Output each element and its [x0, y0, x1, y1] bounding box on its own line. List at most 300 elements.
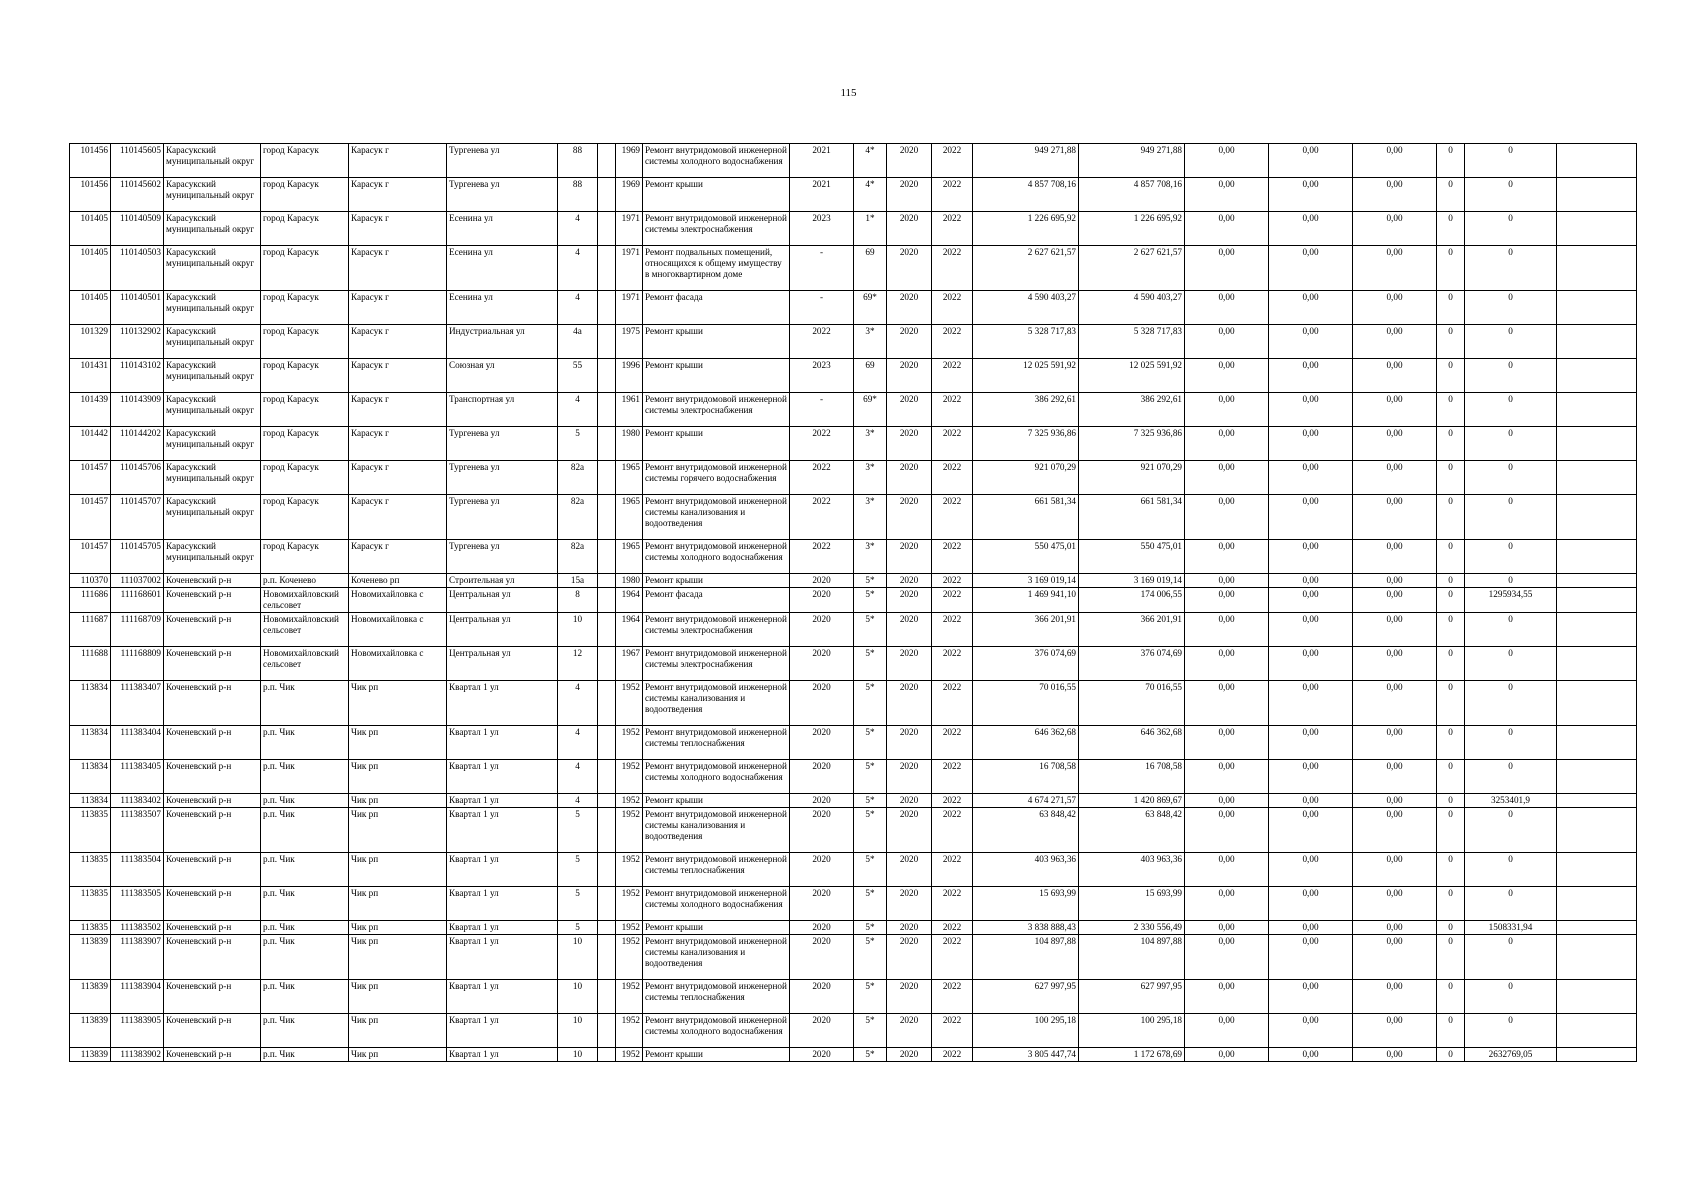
cell-municipality: Карасукский муниципальный округ	[164, 246, 261, 291]
cell-year-1: 2022	[790, 427, 854, 461]
cell-house-id: 111686	[70, 588, 111, 613]
cell-end-year: 2022	[932, 574, 973, 588]
cell-object-id: 110132902	[111, 325, 164, 359]
cell-street: Индустриальная ул	[447, 325, 558, 359]
cell-total-cost: 403 963,36	[973, 853, 1079, 887]
cell-fund-cost: 7 325 936,86	[1079, 427, 1185, 461]
cell-house-number: 4	[558, 726, 598, 760]
cell-end-year: 2022	[932, 808, 973, 853]
cell-cost-local: 0,00	[1353, 325, 1437, 359]
cell-work-type: Ремонт внутридомовой инженерной системы горячего водоснабжения	[643, 461, 790, 495]
cell-total-cost: 100 295,18	[973, 1014, 1079, 1048]
cell-cost-regional: 0,00	[1269, 808, 1353, 853]
cell-other-cost: 0	[1465, 681, 1557, 726]
cell-extra	[1557, 178, 1637, 212]
cell-end-year: 2022	[932, 853, 973, 887]
cell-end-year: 2022	[932, 613, 973, 647]
cell-fund-cost: 1 172 678,69	[1079, 1048, 1185, 1062]
cell-other-cost: 0	[1465, 647, 1557, 681]
cell-object-id: 111383907	[111, 935, 164, 980]
cell-rank: 69	[854, 246, 887, 291]
cell-house-number: 88	[558, 144, 598, 178]
cell-street: Квартал 1 ул	[447, 921, 558, 935]
cell-house-number: 10	[558, 980, 598, 1014]
cell-building	[598, 495, 616, 540]
cell-total-cost: 4 857 708,16	[973, 178, 1079, 212]
cell-cost-owners: 0	[1437, 808, 1465, 853]
cell-year-built: 1964	[616, 588, 643, 613]
cell-locality: Чик рп	[349, 921, 447, 935]
cell-building	[598, 393, 616, 427]
cell-house-number: 15а	[558, 574, 598, 588]
cell-work-type: Ремонт крыши	[643, 325, 790, 359]
cell-object-id: 111383402	[111, 794, 164, 808]
cell-fund-cost: 403 963,36	[1079, 853, 1185, 887]
cell-object-id: 110143909	[111, 393, 164, 427]
cell-building	[598, 980, 616, 1014]
cell-house-number: 4	[558, 212, 598, 246]
cell-locality: Карасук г	[349, 246, 447, 291]
cell-cost-local: 0,00	[1353, 246, 1437, 291]
cell-object-id: 111168709	[111, 613, 164, 647]
table-row	[70, 359, 1637, 393]
cell-house-number: 82а	[558, 495, 598, 540]
cell-settlement: город Карасук	[261, 325, 349, 359]
cell-municipality: Карасукский муниципальный округ	[164, 359, 261, 393]
table-row	[70, 887, 1637, 921]
cell-municipality: Коченевский р-н	[164, 647, 261, 681]
cell-cost-federal: 0,00	[1185, 681, 1269, 726]
cell-cost-owners: 0	[1437, 921, 1465, 935]
cell-cost-regional: 0,00	[1269, 178, 1353, 212]
cell-start-year: 2020	[887, 887, 932, 921]
cell-cost-owners: 0	[1437, 427, 1465, 461]
cell-rank: 69*	[854, 393, 887, 427]
cell-fund-cost: 100 295,18	[1079, 1014, 1185, 1048]
cell-end-year: 2022	[932, 760, 973, 794]
cell-extra	[1557, 935, 1637, 980]
cell-cost-owners: 0	[1437, 613, 1465, 647]
cell-fund-cost: 16 708,58	[1079, 760, 1185, 794]
cell-end-year: 2022	[932, 921, 973, 935]
cell-municipality: Коченевский р-н	[164, 726, 261, 760]
cell-end-year: 2022	[932, 681, 973, 726]
cell-cost-federal: 0,00	[1185, 291, 1269, 325]
cell-house-number: 12	[558, 647, 598, 681]
cell-year-1: 2020	[790, 1048, 854, 1062]
cell-end-year: 2022	[932, 178, 973, 212]
cell-year-1: 2022	[790, 461, 854, 495]
cell-total-cost: 12 025 591,92	[973, 359, 1079, 393]
cell-cost-owners: 0	[1437, 794, 1465, 808]
cell-work-type: Ремонт крыши	[643, 921, 790, 935]
cell-locality: Карасук г	[349, 325, 447, 359]
cell-street: Тургенева ул	[447, 461, 558, 495]
cell-cost-local: 0,00	[1353, 427, 1437, 461]
cell-year-built: 1980	[616, 427, 643, 461]
cell-house-number: 82а	[558, 540, 598, 574]
cell-locality: Карасук г	[349, 359, 447, 393]
cell-street: Есенина ул	[447, 246, 558, 291]
table-row	[70, 1014, 1637, 1048]
cell-other-cost: 0	[1465, 1014, 1557, 1048]
cell-other-cost: 0	[1465, 427, 1557, 461]
cell-rank: 5*	[854, 726, 887, 760]
cell-year-1: 2023	[790, 359, 854, 393]
cell-house-id: 101456	[70, 144, 111, 178]
cell-extra	[1557, 574, 1637, 588]
cell-fund-cost: 2 330 556,49	[1079, 921, 1185, 935]
cell-building	[598, 808, 616, 853]
cell-end-year: 2022	[932, 461, 973, 495]
cell-street: Тургенева ул	[447, 178, 558, 212]
cell-cost-regional: 0,00	[1269, 726, 1353, 760]
cell-end-year: 2022	[932, 1014, 973, 1048]
cell-work-type: Ремонт крыши	[643, 574, 790, 588]
cell-cost-federal: 0,00	[1185, 647, 1269, 681]
cell-work-type: Ремонт внутридомовой инженерной системы канализования и водоотведения	[643, 808, 790, 853]
cell-house-number: 4	[558, 246, 598, 291]
cell-cost-owners: 0	[1437, 540, 1465, 574]
cell-total-cost: 376 074,69	[973, 647, 1079, 681]
cell-settlement: город Карасук	[261, 178, 349, 212]
cell-cost-federal: 0,00	[1185, 495, 1269, 540]
cell-street: Центральная ул	[447, 588, 558, 613]
cell-house-id: 101405	[70, 212, 111, 246]
cell-fund-cost: 1 226 695,92	[1079, 212, 1185, 246]
cell-cost-local: 0,00	[1353, 980, 1437, 1014]
cell-rank: 4*	[854, 144, 887, 178]
cell-other-cost: 0	[1465, 325, 1557, 359]
cell-cost-owners: 0	[1437, 246, 1465, 291]
cell-year-built: 1980	[616, 574, 643, 588]
cell-other-cost: 0	[1465, 980, 1557, 1014]
cell-rank: 5*	[854, 808, 887, 853]
cell-street: Центральная ул	[447, 613, 558, 647]
cell-object-id: 111383507	[111, 808, 164, 853]
table-row	[70, 144, 1637, 178]
cell-object-id: 111168809	[111, 647, 164, 681]
cell-year-built: 1952	[616, 921, 643, 935]
cell-cost-owners: 0	[1437, 574, 1465, 588]
cell-cost-regional: 0,00	[1269, 359, 1353, 393]
cell-street: Квартал 1 ул	[447, 1048, 558, 1062]
cell-house-id: 113835	[70, 921, 111, 935]
cell-cost-owners: 0	[1437, 325, 1465, 359]
cell-building	[598, 760, 616, 794]
cell-cost-federal: 0,00	[1185, 178, 1269, 212]
cell-extra	[1557, 921, 1637, 935]
cell-locality: Чик рп	[349, 808, 447, 853]
cell-cost-federal: 0,00	[1185, 1014, 1269, 1048]
cell-cost-federal: 0,00	[1185, 325, 1269, 359]
cell-locality: Карасук г	[349, 495, 447, 540]
cell-house-id: 101405	[70, 291, 111, 325]
cell-house-id: 101431	[70, 359, 111, 393]
cell-building	[598, 681, 616, 726]
cell-start-year: 2020	[887, 1048, 932, 1062]
cell-end-year: 2022	[932, 588, 973, 613]
cell-other-cost: 2632769,05	[1465, 1048, 1557, 1062]
cell-year-1: 2020	[790, 574, 854, 588]
cell-work-type: Ремонт внутридомовой инженерной системы канализования и водоотведения	[643, 495, 790, 540]
cell-start-year: 2020	[887, 393, 932, 427]
cell-work-type: Ремонт внутридомовой инженерной системы канализования и водоотведения	[643, 681, 790, 726]
cell-fund-cost: 949 271,88	[1079, 144, 1185, 178]
cell-object-id: 110140501	[111, 291, 164, 325]
cell-municipality: Коченевский р-н	[164, 935, 261, 980]
cell-street: Тургенева ул	[447, 144, 558, 178]
cell-rank: 5*	[854, 935, 887, 980]
cell-year-1: 2023	[790, 212, 854, 246]
cell-year-built: 1971	[616, 212, 643, 246]
cell-year-built: 1952	[616, 1048, 643, 1062]
cell-locality: Чик рп	[349, 853, 447, 887]
cell-fund-cost: 174 006,55	[1079, 588, 1185, 613]
cell-municipality: Карасукский муниципальный округ	[164, 540, 261, 574]
cell-object-id: 111168601	[111, 588, 164, 613]
cell-rank: 5*	[854, 760, 887, 794]
cell-end-year: 2022	[932, 540, 973, 574]
table-row	[70, 325, 1637, 359]
cell-settlement: Новомихайловский сельсовет	[261, 588, 349, 613]
cell-cost-owners: 0	[1437, 681, 1465, 726]
cell-house-id: 101405	[70, 246, 111, 291]
cell-object-id: 111383904	[111, 980, 164, 1014]
cell-building	[598, 1048, 616, 1062]
cell-rank: 1*	[854, 212, 887, 246]
cell-fund-cost: 1 420 869,67	[1079, 794, 1185, 808]
cell-object-id: 110145602	[111, 178, 164, 212]
cell-house-number: 4	[558, 681, 598, 726]
cell-end-year: 2022	[932, 495, 973, 540]
cell-municipality: Коченевский р-н	[164, 853, 261, 887]
table-row	[70, 574, 1637, 588]
cell-extra	[1557, 647, 1637, 681]
cell-fund-cost: 4 590 403,27	[1079, 291, 1185, 325]
cell-total-cost: 63 848,42	[973, 808, 1079, 853]
cell-building	[598, 359, 616, 393]
cell-house-number: 5	[558, 921, 598, 935]
table-row	[70, 461, 1637, 495]
cell-year-1: 2020	[790, 588, 854, 613]
cell-other-cost: 0	[1465, 246, 1557, 291]
cell-municipality: Карасукский муниципальный округ	[164, 427, 261, 461]
cell-total-cost: 386 292,61	[973, 393, 1079, 427]
cell-locality: Карасук г	[349, 393, 447, 427]
cell-house-number: 4а	[558, 325, 598, 359]
table-row	[70, 853, 1637, 887]
cell-extra	[1557, 613, 1637, 647]
cell-cost-regional: 0,00	[1269, 212, 1353, 246]
cell-house-id: 113839	[70, 935, 111, 980]
cell-cost-owners: 0	[1437, 853, 1465, 887]
table-row	[70, 246, 1637, 291]
cell-rank: 3*	[854, 495, 887, 540]
cell-year-1: 2021	[790, 144, 854, 178]
table-row	[70, 935, 1637, 980]
cell-end-year: 2022	[932, 794, 973, 808]
cell-locality: Карасук г	[349, 212, 447, 246]
cell-cost-regional: 0,00	[1269, 1048, 1353, 1062]
cell-extra	[1557, 760, 1637, 794]
cell-total-cost: 3 838 888,43	[973, 921, 1079, 935]
cell-locality: Новомихайловка с	[349, 588, 447, 613]
cell-cost-owners: 0	[1437, 461, 1465, 495]
cell-locality: Карасук г	[349, 178, 447, 212]
cell-settlement: р.п. Чик	[261, 726, 349, 760]
cell-settlement: р.п. Чик	[261, 853, 349, 887]
cell-other-cost: 0	[1465, 359, 1557, 393]
cell-year-built: 1952	[616, 726, 643, 760]
cell-street: Квартал 1 ул	[447, 760, 558, 794]
cell-cost-regional: 0,00	[1269, 887, 1353, 921]
cell-fund-cost: 3 169 019,14	[1079, 574, 1185, 588]
cell-year-1: 2020	[790, 794, 854, 808]
cell-municipality: Карасукский муниципальный округ	[164, 212, 261, 246]
cell-cost-local: 0,00	[1353, 613, 1437, 647]
cell-cost-regional: 0,00	[1269, 427, 1353, 461]
cell-settlement: город Карасук	[261, 212, 349, 246]
cell-cost-owners: 0	[1437, 588, 1465, 613]
cell-object-id: 110140503	[111, 246, 164, 291]
cell-extra	[1557, 212, 1637, 246]
cell-municipality: Коченевский р-н	[164, 760, 261, 794]
cell-start-year: 2020	[887, 588, 932, 613]
cell-house-number: 10	[558, 613, 598, 647]
cell-year-1: 2020	[790, 808, 854, 853]
cell-object-id: 111383407	[111, 681, 164, 726]
cell-cost-local: 0,00	[1353, 574, 1437, 588]
cell-locality: Карасук г	[349, 461, 447, 495]
cell-total-cost: 16 708,58	[973, 760, 1079, 794]
cell-work-type: Ремонт крыши	[643, 427, 790, 461]
cell-building	[598, 794, 616, 808]
cell-end-year: 2022	[932, 726, 973, 760]
cell-year-1: 2020	[790, 935, 854, 980]
cell-start-year: 2020	[887, 574, 932, 588]
cell-house-id: 113834	[70, 681, 111, 726]
cell-house-id: 101329	[70, 325, 111, 359]
cell-other-cost: 0	[1465, 144, 1557, 178]
cell-fund-cost: 5 328 717,83	[1079, 325, 1185, 359]
cell-building	[598, 144, 616, 178]
cell-settlement: город Карасук	[261, 291, 349, 325]
cell-total-cost: 104 897,88	[973, 935, 1079, 980]
cell-cost-federal: 0,00	[1185, 588, 1269, 613]
cell-house-id: 101457	[70, 461, 111, 495]
table-row	[70, 588, 1637, 613]
cell-year-built: 1952	[616, 853, 643, 887]
cell-end-year: 2022	[932, 980, 973, 1014]
cell-other-cost: 0	[1465, 808, 1557, 853]
cell-locality: Карасук г	[349, 540, 447, 574]
table-row	[70, 726, 1637, 760]
cell-rank: 3*	[854, 427, 887, 461]
cell-cost-regional: 0,00	[1269, 540, 1353, 574]
cell-year-1: 2020	[790, 887, 854, 921]
cell-year-built: 1952	[616, 887, 643, 921]
cell-building	[598, 647, 616, 681]
cell-house-id: 101456	[70, 178, 111, 212]
cell-cost-owners: 0	[1437, 212, 1465, 246]
cell-cost-regional: 0,00	[1269, 935, 1353, 980]
cell-other-cost: 0	[1465, 613, 1557, 647]
cell-end-year: 2022	[932, 212, 973, 246]
cell-total-cost: 2 627 621,57	[973, 246, 1079, 291]
cell-extra	[1557, 359, 1637, 393]
cell-fund-cost: 104 897,88	[1079, 935, 1185, 980]
cell-extra	[1557, 1014, 1637, 1048]
cell-fund-cost: 2 627 621,57	[1079, 246, 1185, 291]
cell-object-id: 111383502	[111, 921, 164, 935]
cell-house-id: 113839	[70, 980, 111, 1014]
cell-municipality: Карасукский муниципальный округ	[164, 144, 261, 178]
cell-cost-local: 0,00	[1353, 760, 1437, 794]
cell-locality: Чик рп	[349, 887, 447, 921]
cell-house-number: 5	[558, 808, 598, 853]
cell-building	[598, 935, 616, 980]
cell-cost-local: 0,00	[1353, 359, 1437, 393]
cell-year-1: 2022	[790, 495, 854, 540]
cell-total-cost: 366 201,91	[973, 613, 1079, 647]
cell-house-number: 55	[558, 359, 598, 393]
cell-other-cost: 0	[1465, 887, 1557, 921]
cell-house-number: 4	[558, 291, 598, 325]
cell-street: Квартал 1 ул	[447, 980, 558, 1014]
cell-other-cost: 0	[1465, 726, 1557, 760]
cell-work-type: Ремонт внутридомовой инженерной системы электроснабжения	[643, 647, 790, 681]
cell-year-1: 2020	[790, 760, 854, 794]
table-row	[70, 647, 1637, 681]
cell-work-type: Ремонт фасада	[643, 291, 790, 325]
cell-cost-owners: 0	[1437, 393, 1465, 427]
cell-house-id: 113839	[70, 1014, 111, 1048]
cell-year-built: 1952	[616, 808, 643, 853]
cell-work-type: Ремонт подвальных помещений, относящихся к общему имуществу в многоквартирном доме	[643, 246, 790, 291]
cell-object-id: 111383505	[111, 887, 164, 921]
cell-year-1: 2020	[790, 853, 854, 887]
cell-total-cost: 550 475,01	[973, 540, 1079, 574]
cell-total-cost: 949 271,88	[973, 144, 1079, 178]
cell-fund-cost: 386 292,61	[1079, 393, 1185, 427]
cell-year-built: 1952	[616, 681, 643, 726]
table-row	[70, 540, 1637, 574]
cell-end-year: 2022	[932, 887, 973, 921]
cell-locality: Чик рп	[349, 1014, 447, 1048]
cell-house-number: 8	[558, 588, 598, 613]
cell-end-year: 2022	[932, 246, 973, 291]
cell-settlement: р.п. Чик	[261, 794, 349, 808]
cell-house-number: 4	[558, 794, 598, 808]
cell-rank: 5*	[854, 647, 887, 681]
cell-cost-local: 0,00	[1353, 461, 1437, 495]
cell-start-year: 2020	[887, 808, 932, 853]
cell-cost-regional: 0,00	[1269, 794, 1353, 808]
cell-fund-cost: 646 362,68	[1079, 726, 1185, 760]
cell-locality: Новомихайловка с	[349, 647, 447, 681]
cell-cost-federal: 0,00	[1185, 461, 1269, 495]
cell-cost-owners: 0	[1437, 935, 1465, 980]
cell-extra	[1557, 291, 1637, 325]
cell-building	[598, 427, 616, 461]
cell-extra	[1557, 726, 1637, 760]
cell-settlement: город Карасук	[261, 540, 349, 574]
table-row	[70, 681, 1637, 726]
cell-cost-federal: 0,00	[1185, 540, 1269, 574]
cell-object-id: 110145707	[111, 495, 164, 540]
cell-street: Квартал 1 ул	[447, 808, 558, 853]
